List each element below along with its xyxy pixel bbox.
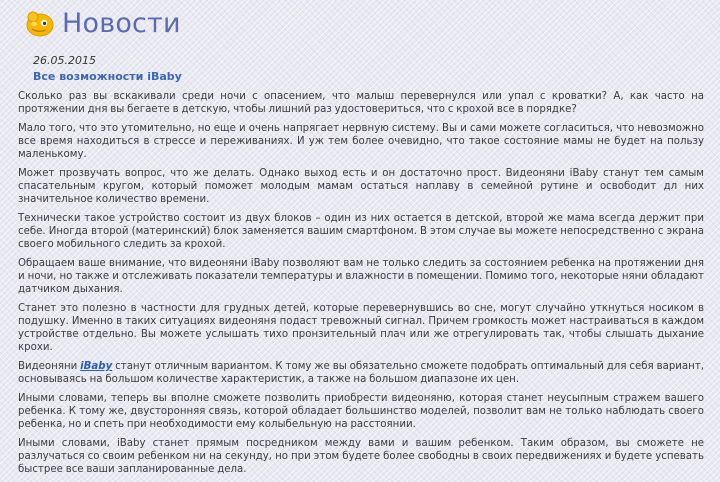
article-paragraph: Обращаем ваше внимание, что видеоняни iBaby позволяют вам не только следить за состоянием ребенка на протяжении дня и ночи, но также и отслеживать показатели температуры и влажности в помещении. Помимо того, некоторые няни обладают датчиком дыхания. bbox=[18, 258, 704, 295]
article-paragraph: Иными словами, теперь вы вполне сможете позволить приобрести видеоняню, которая станет неусыпным стражем вашего ребенка. К тому же, двусторонняя связь, которой обладает большинство моделей, позволит вам не только наблюдать своего ребенка, но и спеть при необходимости ему колыбельную на расстоянии. bbox=[18, 393, 704, 430]
link-paragraph-before: Видеоняни bbox=[18, 361, 81, 372]
page-header bbox=[24, 6, 181, 42]
article-paragraph: Иными словами, iBaby станет прямым посредником между вами и вашим ребенком. Таким образом, вы сможете не разлучаться со своим ребенком ни на секунду, но при этом будете более свободны в своих передвижениях и будете успевать быстрее все ваши запланированные дела. bbox=[18, 438, 704, 475]
article-body bbox=[18, 90, 704, 482]
ibaby-link[interactable]: iBaby bbox=[80, 361, 113, 372]
article-paragraph: Станет это полезно в частности для грудных детей, которые перевернувшись во сне, могут случайно уткнуться носиком в подушку. Именно в таких ситуациях видеоняня подаст тревожный сигнал. Причем громкость может настраиваться в каждом устройстве отдельно. Вы можете услышать тихо пронзительный плач или же отрегулировать так, чтобы слышать дыхание крохи. bbox=[18, 303, 704, 353]
article-title: Все возможности iBaby bbox=[33, 70, 182, 83]
article-meta bbox=[33, 54, 182, 84]
article-date: 26.05.2015 bbox=[33, 54, 96, 67]
page-title: Новости bbox=[62, 8, 181, 39]
yellow-blob-logo-icon bbox=[24, 9, 56, 39]
article-paragraph: Технически такое устройство состоит из двух блоков – один из них остается в детской, второй же мама всегда держит при себе. Иногда второй (материнский) блок заменяется вашим смартфоном. В этом случае вы можете непосредственно с экрана своего мобильного следить за крохой. bbox=[18, 213, 704, 250]
article-paragraph-with-link bbox=[18, 360, 704, 386]
article-paragraph: Мало того, что это утомительно, но еще и очень напрягает нервную систему. Вы и сами можете согласиться, что невозможно все время находиться в стрессе и переживаниях. И уж тем более очевидно, что такое состояние мамы не будет на пользу маленькому. bbox=[18, 123, 704, 160]
article-paragraph: Может прозвучать вопрос, что же делать. Однако выход есть и он достаточно прост. Видеоняни iBaby станут тем самым спасательным кругом, который поможет молодым мамам остаться наплаву в семейной рутине и освободит дл них значительное количество времени. bbox=[18, 168, 704, 205]
link-paragraph-after: станут отличным вариантом. К тому же вы обязательно сможете подобрать оптимальный для себя вариант, основываясь на большом количестве характеристик, а также на большом диапазоне их цен. bbox=[18, 361, 704, 385]
article-paragraph: Сколько раз вы вскакивали среди ночи с опасением, что малыш перевернулся или упал с кроватки? А, как часто на протяжении дня вы бегаете в детскую, чтобы лишний раз удостовериться, что с крохой все в порядке? bbox=[18, 91, 704, 115]
